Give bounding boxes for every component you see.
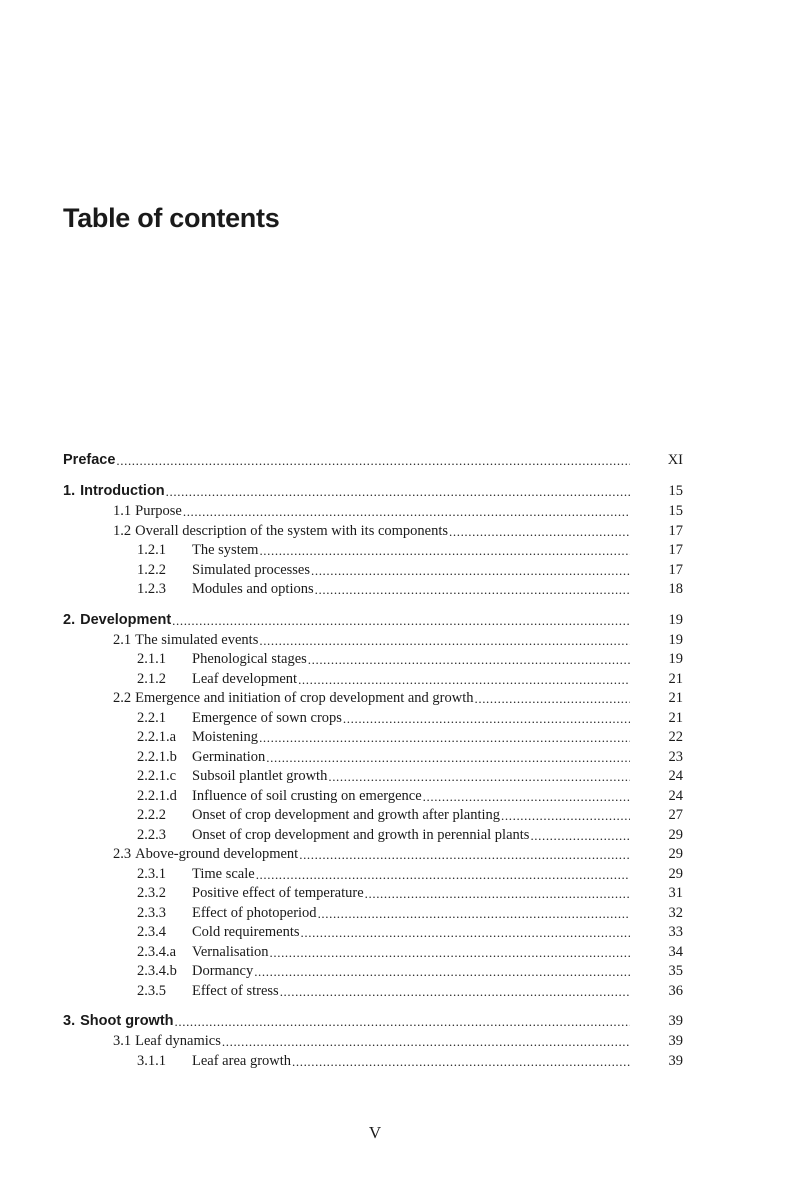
- toc-subsection-entry[interactable]: [63, 767, 683, 787]
- toc-entry-number: 3.1: [113, 1033, 132, 1049]
- toc-section-entry[interactable]: [63, 845, 683, 865]
- toc-entry-page: XI: [667, 452, 683, 468]
- toc-entry-title: Positive effect of temperature: [192, 885, 364, 901]
- toc-entry-title: Purpose: [135, 503, 182, 519]
- dot-leader: [310, 561, 630, 581]
- toc-entry-title: Preface: [63, 452, 116, 468]
- toc-chapter-entry[interactable]: [63, 1011, 683, 1032]
- toc-entry-text: [113, 689, 630, 709]
- toc-section-entry[interactable]: [63, 1032, 683, 1052]
- toc-subsection-entry[interactable]: [63, 904, 683, 924]
- dot-leader: [529, 826, 630, 846]
- toc-entry-page: 22: [668, 729, 683, 745]
- toc-entry-page: 19: [668, 631, 683, 648]
- toc-entry-page: 19: [668, 651, 683, 667]
- toc-entry-number: 2.2.2: [137, 807, 166, 823]
- toc-entry-title: Subsoil plantlet growth: [192, 768, 328, 784]
- dot-leader: [298, 845, 630, 865]
- toc-chapter-entry[interactable]: [63, 610, 683, 631]
- dot-leader: [258, 631, 630, 651]
- toc-entry-page: 15: [668, 503, 683, 519]
- toc-entry-page: 27: [668, 807, 683, 823]
- toc-entry-number: 2.3.5: [137, 982, 166, 999]
- toc-entry-text: [137, 709, 630, 729]
- toc-entry-number: 2.3: [113, 846, 132, 862]
- toc-entry-number: 2.2.1: [137, 709, 166, 726]
- toc-entry-number: 1.2: [113, 522, 132, 539]
- toc-entry-title: Simulated processes: [192, 561, 310, 578]
- toc-entry-page: 36: [668, 982, 683, 999]
- toc-entry-page: 29: [668, 826, 683, 843]
- toc-entry-page: 39: [668, 1033, 683, 1049]
- toc-entry-title: Phenological stages: [192, 651, 307, 667]
- toc-entry-title: Influence of soil crusting on emergence: [192, 787, 422, 804]
- toc-subsection-entry[interactable]: [63, 561, 683, 581]
- toc-entry-number: 2.2.1.d: [137, 787, 177, 804]
- dot-leader: [300, 923, 630, 943]
- page-number: V: [368, 1123, 382, 1142]
- toc-entry-text: [63, 450, 630, 471]
- toc-entry-number: 2.3.4.a: [137, 943, 177, 960]
- toc-entry-text: [137, 923, 630, 943]
- toc-entry-page: 35: [668, 963, 683, 979]
- toc-entry-number: 2.2.3: [137, 826, 166, 843]
- toc-entry-text: [137, 826, 630, 846]
- dot-leader: [342, 709, 630, 729]
- toc-entry-text: [113, 1032, 630, 1052]
- toc-entry-text: [137, 943, 630, 963]
- toc-chapter-entry[interactable]: [63, 481, 683, 502]
- toc-entry-text: [63, 610, 630, 631]
- toc-entry-page: 19: [668, 611, 683, 628]
- toc-subsection-entry[interactable]: [63, 670, 683, 690]
- toc-entry-page: 21: [668, 670, 683, 687]
- toc-entry-text: [137, 541, 630, 561]
- toc-entry-number: 3.: [63, 1013, 76, 1029]
- toc-section-entry[interactable]: [63, 631, 683, 651]
- toc-entry-text: [137, 787, 630, 807]
- toc-subsection-entry[interactable]: [63, 1052, 683, 1072]
- toc-subsection-entry[interactable]: [63, 884, 683, 904]
- toc-entry-title: Emergence and initiation of crop development and growth: [135, 690, 474, 706]
- toc-entry-number: 1.: [63, 483, 76, 499]
- toc-entry-page: 29: [668, 846, 683, 862]
- toc-subsection-entry[interactable]: [63, 728, 683, 748]
- toc-entry-title: Modules and options: [192, 581, 314, 597]
- dot-leader: [448, 522, 630, 542]
- dot-leader: [500, 806, 630, 826]
- toc-entry-title: Germination: [192, 748, 266, 765]
- toc-entry-text: [137, 767, 630, 787]
- toc-entry-page: 21: [668, 709, 683, 726]
- toc-entry-text: [137, 806, 630, 826]
- toc-entry-title: Cold requirements: [192, 924, 300, 940]
- toc-entry-number: 2.2.1.a: [137, 729, 177, 745]
- toc-entry-number: 1.2.2: [137, 561, 166, 578]
- dot-leader: [314, 580, 630, 600]
- table-of-contents: [63, 450, 683, 1071]
- toc-entry-number: 2.2: [113, 690, 132, 706]
- dot-leader: [291, 1052, 630, 1072]
- toc-entry-number: 2.2.1.c: [137, 768, 177, 784]
- page-title: Table of contents: [63, 203, 280, 233]
- dot-leader: [279, 982, 630, 1002]
- toc-entry-number: 1.2.1: [137, 542, 166, 558]
- toc-entry-title: Effect of photoperiod: [192, 904, 317, 921]
- toc-entry-text: [137, 904, 630, 924]
- toc-entry-number: 2.3.4: [137, 924, 166, 940]
- toc-section-entry[interactable]: [63, 502, 683, 522]
- toc-entry-text: [113, 502, 630, 522]
- toc-entry-text: [137, 728, 630, 748]
- toc-entry-title: The system: [192, 542, 259, 558]
- toc-subsection-entry[interactable]: [63, 748, 683, 768]
- toc-entry-title: Leaf development: [192, 670, 298, 687]
- dot-leader: [269, 943, 630, 963]
- toc-entry-title: Shoot growth: [80, 1013, 174, 1029]
- toc-entry-text: [63, 481, 630, 502]
- toc-entry-title: Dormancy: [192, 963, 254, 979]
- toc-entry-page: 24: [668, 787, 683, 804]
- dot-leader: [174, 1011, 630, 1032]
- toc-subsection-entry[interactable]: [63, 962, 683, 982]
- toc-section-entry[interactable]: [63, 522, 683, 542]
- dot-leader: [221, 1032, 630, 1052]
- dot-leader: [258, 541, 630, 561]
- toc-entry-number: 2.: [63, 611, 76, 628]
- toc-entry-title: Introduction: [80, 483, 165, 499]
- toc-entry-number: 1.2.3: [137, 581, 166, 597]
- toc-entry-text: [113, 522, 630, 542]
- toc-subsection-entry[interactable]: [63, 826, 683, 846]
- toc-entry-text: [137, 865, 630, 885]
- toc-subsection-entry[interactable]: [63, 580, 683, 600]
- dot-leader: [422, 787, 630, 807]
- dot-leader: [165, 481, 630, 502]
- toc-entry-text: [137, 962, 630, 982]
- toc-entry-page: 17: [668, 522, 683, 539]
- toc-entry-text: [137, 561, 630, 581]
- toc-subsection-entry[interactable]: [63, 865, 683, 885]
- toc-entry-page: 17: [668, 561, 683, 578]
- dot-leader: [317, 904, 630, 924]
- toc-entry-title: Emergence of sown crops: [192, 709, 342, 726]
- toc-entry-text: [63, 1011, 630, 1032]
- toc-entry-title: Onset of crop development and growth in perennial plants: [192, 826, 530, 843]
- toc-subsection-entry[interactable]: [63, 541, 683, 561]
- toc-entry-number: 2.1.1: [137, 651, 166, 667]
- toc-entry-number: 2.3.2: [137, 885, 166, 901]
- toc-entry-page: 21: [668, 690, 683, 706]
- toc-entry-title: The simulated events: [135, 631, 259, 648]
- toc-entry-page: 18: [668, 581, 683, 597]
- toc-subsection-entry[interactable]: [63, 787, 683, 807]
- toc-entry-title: Leaf dynamics: [135, 1033, 221, 1049]
- toc-entry-text: [137, 580, 630, 600]
- toc-entry-page: 39: [668, 1052, 683, 1069]
- toc-entry-number: 2.1.2: [137, 670, 166, 687]
- toc-subsection-entry[interactable]: [63, 943, 683, 963]
- toc-entry-page: 24: [668, 768, 683, 784]
- toc-entry-number: 2.3.4.b: [137, 963, 177, 979]
- dot-leader: [115, 450, 630, 471]
- toc-entry-text: [137, 670, 630, 690]
- toc-entry-number: 3.1.1: [137, 1052, 166, 1069]
- dot-leader: [297, 670, 630, 690]
- toc-entry-text: [137, 650, 630, 670]
- toc-subsection-entry[interactable]: [63, 806, 683, 826]
- toc-entry-title: Effect of stress: [192, 982, 279, 999]
- toc-entry-title: Onset of crop development and growth after planting: [192, 807, 501, 823]
- toc-entry-page: 29: [668, 865, 683, 882]
- dot-leader: [327, 767, 630, 787]
- toc-chapter-entry[interactable]: [63, 450, 683, 471]
- dot-leader: [474, 689, 631, 709]
- toc-entry-page: 34: [668, 943, 683, 960]
- toc-entry-page: 15: [668, 483, 683, 499]
- toc-entry-page: 31: [668, 885, 683, 901]
- toc-entry-text: [137, 982, 630, 1002]
- toc-entry-title: Vernalisation: [192, 943, 269, 960]
- toc-entry-number: 2.3.3: [137, 904, 166, 921]
- toc-subsection-entry[interactable]: [63, 982, 683, 1002]
- dot-leader: [307, 650, 630, 670]
- dot-leader: [364, 884, 630, 904]
- toc-subsection-entry[interactable]: [63, 709, 683, 729]
- dot-leader: [258, 728, 630, 748]
- toc-entry-text: [137, 1052, 630, 1072]
- toc-entry-page: 17: [668, 542, 683, 558]
- dot-leader: [171, 610, 630, 631]
- toc-entry-title: Time scale: [192, 865, 255, 882]
- dot-leader: [182, 502, 630, 522]
- toc-subsection-entry[interactable]: [63, 650, 683, 670]
- dot-leader: [253, 962, 630, 982]
- toc-entry-title: Above-ground development: [135, 846, 299, 862]
- toc-entry-text: [113, 845, 630, 865]
- toc-entry-number: 2.2.1.b: [137, 748, 177, 765]
- toc-subsection-entry[interactable]: [63, 923, 683, 943]
- toc-entry-page: 39: [668, 1013, 683, 1029]
- toc-entry-title: Leaf area growth: [192, 1052, 292, 1069]
- toc-entry-number: 2.3.1: [137, 865, 166, 882]
- toc-entry-text: [113, 631, 630, 651]
- toc-entry-text: [137, 884, 630, 904]
- dot-leader: [255, 865, 630, 885]
- toc-entry-page: 23: [668, 748, 683, 765]
- toc-entry-title: Moistening: [192, 729, 259, 745]
- toc-entry-text: [137, 748, 630, 768]
- toc-entry-title: Development: [80, 611, 172, 628]
- dot-leader: [265, 748, 630, 768]
- toc-entry-page: 33: [668, 924, 683, 940]
- toc-entry-number: 2.1: [113, 631, 132, 648]
- toc-entry-page: 32: [668, 904, 683, 921]
- toc-entry-title: Overall description of the system with its components: [135, 522, 449, 539]
- toc-section-entry[interactable]: [63, 689, 683, 709]
- toc-entry-number: 1.1: [113, 503, 132, 519]
